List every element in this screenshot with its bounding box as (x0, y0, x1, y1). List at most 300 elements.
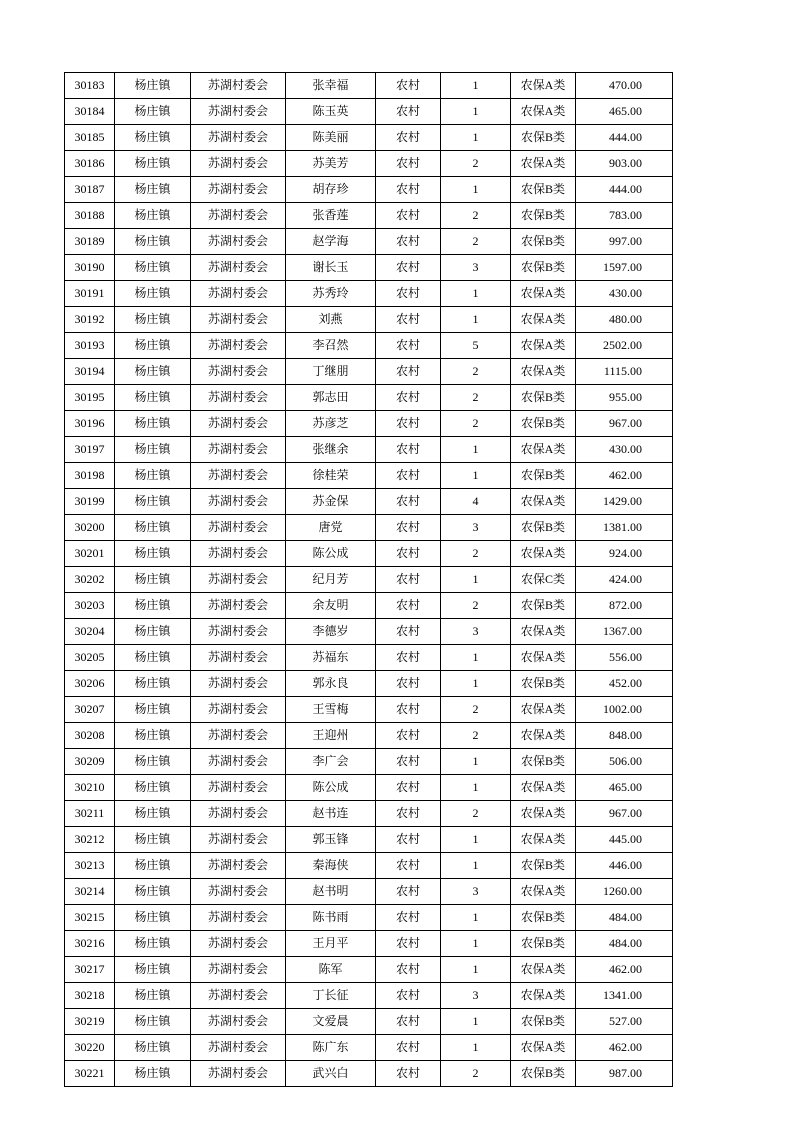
town-name: 杨庄镇 (115, 645, 191, 671)
record-id: 30188 (65, 203, 115, 229)
insurance-category: 农保B类 (511, 1009, 576, 1035)
town-name: 杨庄镇 (115, 489, 191, 515)
record-id: 30218 (65, 983, 115, 1009)
table-row (65, 463, 673, 489)
table-row (65, 619, 673, 645)
record-id: 30185 (65, 125, 115, 151)
payment-amount: 967.00 (576, 801, 673, 827)
person-count: 3 (441, 879, 511, 905)
village-committee: 苏湖村委会 (191, 437, 286, 463)
town-name: 杨庄镇 (115, 333, 191, 359)
payment-amount: 1002.00 (576, 697, 673, 723)
residence-type: 农村 (376, 593, 441, 619)
person-count: 2 (441, 359, 511, 385)
insurance-category: 农保A类 (511, 151, 576, 177)
person-name: 文爱晨 (286, 1009, 376, 1035)
table-row (65, 1035, 673, 1061)
person-name: 苏秀玲 (286, 281, 376, 307)
payment-amount: 1429.00 (576, 489, 673, 515)
payment-amount: 1367.00 (576, 619, 673, 645)
record-id: 30213 (65, 853, 115, 879)
person-name: 张香莲 (286, 203, 376, 229)
table-row (65, 801, 673, 827)
insurance-category: 农保A类 (511, 437, 576, 463)
table-row (65, 177, 673, 203)
town-name: 杨庄镇 (115, 1035, 191, 1061)
payment-amount: 1597.00 (576, 255, 673, 281)
person-count: 2 (441, 593, 511, 619)
person-name: 刘燕 (286, 307, 376, 333)
person-count: 1 (441, 1009, 511, 1035)
record-id: 30208 (65, 723, 115, 749)
person-count: 2 (441, 385, 511, 411)
village-committee: 苏湖村委会 (191, 489, 286, 515)
insurance-category: 农保A类 (511, 333, 576, 359)
village-committee: 苏湖村委会 (191, 1009, 286, 1035)
payment-amount: 955.00 (576, 385, 673, 411)
insurance-category: 农保B类 (511, 255, 576, 281)
table-row (65, 905, 673, 931)
residence-type: 农村 (376, 359, 441, 385)
town-name: 杨庄镇 (115, 255, 191, 281)
person-count: 2 (441, 697, 511, 723)
person-count: 1 (441, 931, 511, 957)
residence-type: 农村 (376, 827, 441, 853)
town-name: 杨庄镇 (115, 619, 191, 645)
table-row (65, 437, 673, 463)
payment-amount: 1381.00 (576, 515, 673, 541)
insurance-category: 农保A类 (511, 281, 576, 307)
person-name: 秦海侠 (286, 853, 376, 879)
residence-type: 农村 (376, 281, 441, 307)
village-committee: 苏湖村委会 (191, 281, 286, 307)
insurance-category: 农保A类 (511, 73, 576, 99)
payment-amount: 997.00 (576, 229, 673, 255)
payment-amount: 783.00 (576, 203, 673, 229)
town-name: 杨庄镇 (115, 463, 191, 489)
residence-type: 农村 (376, 1035, 441, 1061)
table-row (65, 411, 673, 437)
record-id: 30211 (65, 801, 115, 827)
table-row (65, 775, 673, 801)
insurance-category: 农保B类 (511, 203, 576, 229)
person-count: 1 (441, 905, 511, 931)
person-count: 1 (441, 281, 511, 307)
town-name: 杨庄镇 (115, 879, 191, 905)
payment-amount: 484.00 (576, 931, 673, 957)
table-row (65, 333, 673, 359)
town-name: 杨庄镇 (115, 723, 191, 749)
table-row (65, 515, 673, 541)
residence-type: 农村 (376, 853, 441, 879)
residence-type: 农村 (376, 515, 441, 541)
payment-amount: 462.00 (576, 463, 673, 489)
town-name: 杨庄镇 (115, 229, 191, 255)
payment-amount: 527.00 (576, 1009, 673, 1035)
table-row (65, 73, 673, 99)
person-name: 李广会 (286, 749, 376, 775)
person-count: 1 (441, 463, 511, 489)
table-row (65, 749, 673, 775)
table-row (65, 125, 673, 151)
town-name: 杨庄镇 (115, 671, 191, 697)
village-committee: 苏湖村委会 (191, 671, 286, 697)
insurance-category: 农保B类 (511, 125, 576, 151)
record-id: 30207 (65, 697, 115, 723)
residence-type: 农村 (376, 879, 441, 905)
record-id: 30183 (65, 73, 115, 99)
person-name: 谢长玉 (286, 255, 376, 281)
payment-amount: 470.00 (576, 73, 673, 99)
town-name: 杨庄镇 (115, 73, 191, 99)
insurance-category: 农保B类 (511, 515, 576, 541)
person-count: 1 (441, 125, 511, 151)
payment-amount: 484.00 (576, 905, 673, 931)
person-name: 赵书连 (286, 801, 376, 827)
person-name: 纪月芳 (286, 567, 376, 593)
person-count: 1 (441, 1035, 511, 1061)
record-id: 30219 (65, 1009, 115, 1035)
village-committee: 苏湖村委会 (191, 931, 286, 957)
insurance-category: 农保C类 (511, 567, 576, 593)
insurance-category: 农保B类 (511, 931, 576, 957)
payment-amount: 424.00 (576, 567, 673, 593)
village-committee: 苏湖村委会 (191, 541, 286, 567)
record-id: 30201 (65, 541, 115, 567)
village-committee: 苏湖村委会 (191, 99, 286, 125)
insurance-category: 农保A类 (511, 775, 576, 801)
record-id: 30192 (65, 307, 115, 333)
record-id: 30221 (65, 1061, 115, 1087)
residence-type: 农村 (376, 931, 441, 957)
village-committee: 苏湖村委会 (191, 905, 286, 931)
record-id: 30212 (65, 827, 115, 853)
person-name: 陈玉英 (286, 99, 376, 125)
town-name: 杨庄镇 (115, 567, 191, 593)
insurance-category: 农保A类 (511, 359, 576, 385)
town-name: 杨庄镇 (115, 931, 191, 957)
table-row (65, 99, 673, 125)
residence-type: 农村 (376, 619, 441, 645)
table-row (65, 827, 673, 853)
record-id: 30217 (65, 957, 115, 983)
village-committee: 苏湖村委会 (191, 229, 286, 255)
person-name: 苏福东 (286, 645, 376, 671)
village-committee: 苏湖村委会 (191, 203, 286, 229)
person-count: 4 (441, 489, 511, 515)
person-name: 赵学海 (286, 229, 376, 255)
person-name: 余友明 (286, 593, 376, 619)
person-name: 郭玉锋 (286, 827, 376, 853)
records-table (64, 72, 673, 1087)
village-committee: 苏湖村委会 (191, 151, 286, 177)
insurance-category: 农保A类 (511, 307, 576, 333)
residence-type: 农村 (376, 125, 441, 151)
record-id: 30187 (65, 177, 115, 203)
record-id: 30210 (65, 775, 115, 801)
town-name: 杨庄镇 (115, 801, 191, 827)
record-id: 30191 (65, 281, 115, 307)
town-name: 杨庄镇 (115, 437, 191, 463)
insurance-category: 农保A类 (511, 1035, 576, 1061)
town-name: 杨庄镇 (115, 1009, 191, 1035)
payment-amount: 506.00 (576, 749, 673, 775)
table-row (65, 697, 673, 723)
village-committee: 苏湖村委会 (191, 879, 286, 905)
payment-amount: 462.00 (576, 957, 673, 983)
person-count: 3 (441, 515, 511, 541)
record-id: 30204 (65, 619, 115, 645)
table-row (65, 645, 673, 671)
town-name: 杨庄镇 (115, 853, 191, 879)
residence-type: 农村 (376, 203, 441, 229)
person-name: 陈广东 (286, 1035, 376, 1061)
person-name: 陈军 (286, 957, 376, 983)
insurance-category: 农保B类 (511, 463, 576, 489)
person-name: 赵书明 (286, 879, 376, 905)
table-row (65, 671, 673, 697)
person-name: 陈书雨 (286, 905, 376, 931)
village-committee: 苏湖村委会 (191, 333, 286, 359)
payment-amount: 444.00 (576, 177, 673, 203)
residence-type: 农村 (376, 177, 441, 203)
record-id: 30190 (65, 255, 115, 281)
town-name: 杨庄镇 (115, 957, 191, 983)
person-count: 2 (441, 541, 511, 567)
record-id: 30196 (65, 411, 115, 437)
person-count: 1 (441, 671, 511, 697)
village-committee: 苏湖村委会 (191, 775, 286, 801)
payment-amount: 462.00 (576, 1035, 673, 1061)
insurance-category: 农保A类 (511, 489, 576, 515)
record-id: 30194 (65, 359, 115, 385)
payment-amount: 1341.00 (576, 983, 673, 1009)
person-name: 武兴白 (286, 1061, 376, 1087)
record-id: 30215 (65, 905, 115, 931)
residence-type: 农村 (376, 1061, 441, 1087)
insurance-category: 农保B类 (511, 671, 576, 697)
village-committee: 苏湖村委会 (191, 1035, 286, 1061)
person-name: 丁继朋 (286, 359, 376, 385)
payment-amount: 903.00 (576, 151, 673, 177)
insurance-category: 农保B类 (511, 1061, 576, 1087)
person-name: 郭志田 (286, 385, 376, 411)
village-committee: 苏湖村委会 (191, 307, 286, 333)
insurance-category: 农保A类 (511, 957, 576, 983)
payment-amount: 444.00 (576, 125, 673, 151)
table-row (65, 1061, 673, 1087)
village-committee: 苏湖村委会 (191, 593, 286, 619)
person-count: 2 (441, 229, 511, 255)
table-row (65, 931, 673, 957)
town-name: 杨庄镇 (115, 125, 191, 151)
person-count: 1 (441, 73, 511, 99)
person-name: 陈美丽 (286, 125, 376, 151)
residence-type: 农村 (376, 333, 441, 359)
residence-type: 农村 (376, 905, 441, 931)
person-count: 3 (441, 619, 511, 645)
table-row (65, 359, 673, 385)
town-name: 杨庄镇 (115, 515, 191, 541)
record-id: 30189 (65, 229, 115, 255)
person-count: 1 (441, 775, 511, 801)
residence-type: 农村 (376, 957, 441, 983)
town-name: 杨庄镇 (115, 99, 191, 125)
residence-type: 农村 (376, 567, 441, 593)
table-row (65, 229, 673, 255)
town-name: 杨庄镇 (115, 203, 191, 229)
record-id: 30186 (65, 151, 115, 177)
insurance-category: 农保B类 (511, 177, 576, 203)
residence-type: 农村 (376, 73, 441, 99)
person-name: 唐党 (286, 515, 376, 541)
insurance-category: 农保A类 (511, 697, 576, 723)
village-committee: 苏湖村委会 (191, 73, 286, 99)
town-name: 杨庄镇 (115, 307, 191, 333)
person-count: 1 (441, 307, 511, 333)
residence-type: 农村 (376, 541, 441, 567)
record-id: 30220 (65, 1035, 115, 1061)
record-id: 30197 (65, 437, 115, 463)
residence-type: 农村 (376, 385, 441, 411)
insurance-category: 农保A类 (511, 645, 576, 671)
table-row (65, 203, 673, 229)
record-id: 30195 (65, 385, 115, 411)
town-name: 杨庄镇 (115, 749, 191, 775)
payment-amount: 924.00 (576, 541, 673, 567)
record-id: 30206 (65, 671, 115, 697)
town-name: 杨庄镇 (115, 151, 191, 177)
village-committee: 苏湖村委会 (191, 801, 286, 827)
payment-amount: 465.00 (576, 775, 673, 801)
payment-amount: 556.00 (576, 645, 673, 671)
table-row (65, 593, 673, 619)
residence-type: 农村 (376, 801, 441, 827)
residence-type: 农村 (376, 229, 441, 255)
insurance-category: 农保B类 (511, 593, 576, 619)
village-committee: 苏湖村委会 (191, 827, 286, 853)
payment-amount: 480.00 (576, 307, 673, 333)
table-row (65, 307, 673, 333)
residence-type: 农村 (376, 775, 441, 801)
residence-type: 农村 (376, 749, 441, 775)
record-id: 30216 (65, 931, 115, 957)
village-committee: 苏湖村委会 (191, 125, 286, 151)
residence-type: 农村 (376, 151, 441, 177)
town-name: 杨庄镇 (115, 775, 191, 801)
payment-amount: 452.00 (576, 671, 673, 697)
person-name: 陈公成 (286, 775, 376, 801)
person-name: 李召然 (286, 333, 376, 359)
table-row (65, 541, 673, 567)
insurance-category: 农保A类 (511, 983, 576, 1009)
insurance-category: 农保B类 (511, 749, 576, 775)
person-count: 1 (441, 749, 511, 775)
insurance-category: 农保A类 (511, 801, 576, 827)
town-name: 杨庄镇 (115, 827, 191, 853)
person-name: 徐桂荣 (286, 463, 376, 489)
town-name: 杨庄镇 (115, 411, 191, 437)
village-committee: 苏湖村委会 (191, 385, 286, 411)
person-count: 2 (441, 151, 511, 177)
town-name: 杨庄镇 (115, 541, 191, 567)
person-count: 1 (441, 437, 511, 463)
person-name: 郭永良 (286, 671, 376, 697)
insurance-category: 农保A类 (511, 541, 576, 567)
person-count: 5 (441, 333, 511, 359)
table-row (65, 567, 673, 593)
table-row (65, 489, 673, 515)
person-name: 丁长征 (286, 983, 376, 1009)
person-count: 2 (441, 801, 511, 827)
records-tbody (65, 73, 673, 1087)
person-count: 1 (441, 827, 511, 853)
insurance-category: 农保A类 (511, 827, 576, 853)
table-row (65, 983, 673, 1009)
table-row (65, 281, 673, 307)
residence-type: 农村 (376, 307, 441, 333)
record-id: 30202 (65, 567, 115, 593)
village-committee: 苏湖村委会 (191, 645, 286, 671)
residence-type: 农村 (376, 983, 441, 1009)
village-committee: 苏湖村委会 (191, 359, 286, 385)
residence-type: 农村 (376, 645, 441, 671)
payment-amount: 445.00 (576, 827, 673, 853)
table-row (65, 1009, 673, 1035)
person-count: 2 (441, 411, 511, 437)
person-count: 1 (441, 957, 511, 983)
insurance-category: 农保A类 (511, 723, 576, 749)
village-committee: 苏湖村委会 (191, 697, 286, 723)
person-count: 1 (441, 567, 511, 593)
town-name: 杨庄镇 (115, 177, 191, 203)
village-committee: 苏湖村委会 (191, 853, 286, 879)
payment-amount: 446.00 (576, 853, 673, 879)
village-committee: 苏湖村委会 (191, 723, 286, 749)
town-name: 杨庄镇 (115, 697, 191, 723)
person-count: 1 (441, 177, 511, 203)
person-count: 1 (441, 645, 511, 671)
payment-amount: 430.00 (576, 437, 673, 463)
payment-amount: 967.00 (576, 411, 673, 437)
payment-amount: 872.00 (576, 593, 673, 619)
village-committee: 苏湖村委会 (191, 957, 286, 983)
person-name: 张继余 (286, 437, 376, 463)
table-row (65, 957, 673, 983)
village-committee: 苏湖村委会 (191, 463, 286, 489)
payment-amount: 1115.00 (576, 359, 673, 385)
person-name: 张幸福 (286, 73, 376, 99)
residence-type: 农村 (376, 697, 441, 723)
record-id: 30198 (65, 463, 115, 489)
table-row (65, 853, 673, 879)
person-name: 王雪梅 (286, 697, 376, 723)
record-id: 30203 (65, 593, 115, 619)
insurance-category: 农保B类 (511, 853, 576, 879)
village-committee: 苏湖村委会 (191, 411, 286, 437)
person-count: 1 (441, 99, 511, 125)
village-committee: 苏湖村委会 (191, 983, 286, 1009)
insurance-category: 农保B类 (511, 385, 576, 411)
record-id: 30200 (65, 515, 115, 541)
village-committee: 苏湖村委会 (191, 1061, 286, 1087)
table-row (65, 385, 673, 411)
residence-type: 农村 (376, 1009, 441, 1035)
table-row (65, 151, 673, 177)
person-name: 王月平 (286, 931, 376, 957)
person-name: 陈公成 (286, 541, 376, 567)
village-committee: 苏湖村委会 (191, 515, 286, 541)
